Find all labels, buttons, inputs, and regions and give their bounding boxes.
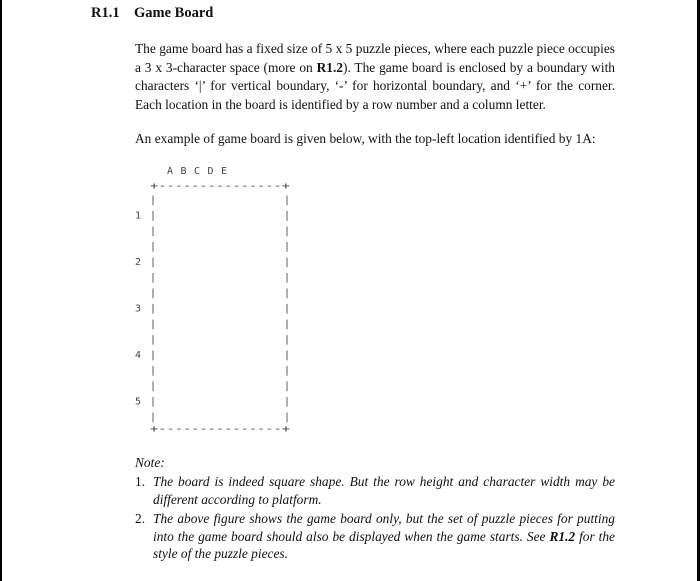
- board-right-boundary-14: |: [283, 396, 291, 408]
- game-board-svg: [128, 160, 308, 440]
- column-label-a: A: [166, 166, 174, 177]
- section-heading: [91, 5, 213, 22]
- board-left-boundary-6: |: [149, 272, 157, 284]
- row-label-1: 1: [134, 210, 142, 222]
- board-left-boundary-11: |: [149, 350, 157, 361]
- paragraph-description: [135, 40, 615, 114]
- board-right-boundary-3: |: [283, 226, 291, 237]
- board-right-boundary-8: |: [283, 303, 291, 315]
- board-left-boundary-3: |: [149, 226, 157, 237]
- section-number: R1.1: [91, 5, 120, 21]
- board-border-bottom: +---------------+: [150, 424, 290, 435]
- row-label-2: 2: [134, 257, 142, 268]
- board-left-boundary-12: |: [149, 365, 157, 377]
- board-left-boundary-8: |: [149, 303, 157, 315]
- board-right-boundary-4: |: [283, 241, 291, 253]
- column-label-e: E: [220, 166, 228, 177]
- note-label: Note:: [135, 455, 165, 470]
- note-number-1: 1.: [135, 474, 146, 489]
- board-right-boundary-13: |: [283, 381, 291, 392]
- board-right-boundary-9: |: [283, 319, 291, 330]
- row-label-3: 3: [134, 303, 142, 315]
- game-board-diagram: [128, 160, 308, 440]
- board-right-boundary-12: |: [283, 365, 291, 377]
- note-text-1: The board is indeed square shape. But the row height and character width may be different according to platform.: [153, 474, 615, 507]
- note-reference-r12: R1.2: [549, 528, 576, 544]
- board-right-boundary-6: |: [283, 272, 291, 284]
- note-number-2: 2.: [135, 511, 146, 526]
- board-left-boundary-1: |: [149, 195, 157, 206]
- paragraph-text-2: ). The game board is enclosed by a boundary with characters ‘|’ for vertical boundary, ‘-’ for horizontal boundary, and ‘+’ for the corner. Each location in the board is identified by a row number and a column letter.: [135, 59, 615, 112]
- board-right-boundary-1: |: [283, 195, 291, 206]
- column-label-d: D: [207, 166, 214, 177]
- board-left-boundary-13: |: [149, 381, 157, 392]
- column-label-b: B: [180, 166, 187, 177]
- board-left-boundary-2: |: [149, 210, 157, 222]
- column-label-c: C: [193, 166, 201, 177]
- board-right-boundary-2: |: [283, 210, 291, 222]
- board-left-boundary-9: |: [149, 319, 157, 330]
- row-label-5: 5: [134, 396, 142, 408]
- board-right-boundary-15: |: [283, 412, 291, 423]
- paragraph-example-intro: An example of game board is given below, with the top-left location identified by 1A:: [135, 131, 596, 146]
- board-border-top: +---------------+: [150, 181, 290, 192]
- note-list: [135, 473, 615, 565]
- note-item-2: [135, 510, 615, 563]
- board-right-boundary-5: |: [283, 257, 291, 268]
- note-text-2b: for the style of the puzzle pieces.: [153, 528, 616, 561]
- note-text-2a: The above figure shows the game board only, but the set of puzzle pieces for putting into the game board should also be displayed when the game starts. See: [153, 511, 615, 544]
- reference-r12: R1.2: [316, 59, 343, 75]
- board-right-boundary-11: |: [283, 350, 291, 361]
- board-left-boundary-4: |: [149, 241, 157, 253]
- board-left-boundary-7: |: [149, 288, 157, 299]
- board-left-boundary-15: |: [149, 412, 157, 423]
- board-right-boundary-10: |: [283, 334, 291, 346]
- board-left-boundary-14: |: [149, 396, 157, 408]
- paragraph-text-1: The game board has a fixed size of 5 x 5 puzzle pieces, where each puzzle piece occupies a 3 x 3-character space (more on: [135, 41, 615, 75]
- board-right-boundary-7: |: [283, 288, 291, 299]
- board-left-boundary-10: |: [149, 334, 157, 346]
- board-left-boundary-5: |: [149, 257, 157, 268]
- section-title: Game Board: [134, 5, 214, 21]
- row-label-4: 4: [134, 350, 142, 361]
- note-item-1: [135, 473, 615, 508]
